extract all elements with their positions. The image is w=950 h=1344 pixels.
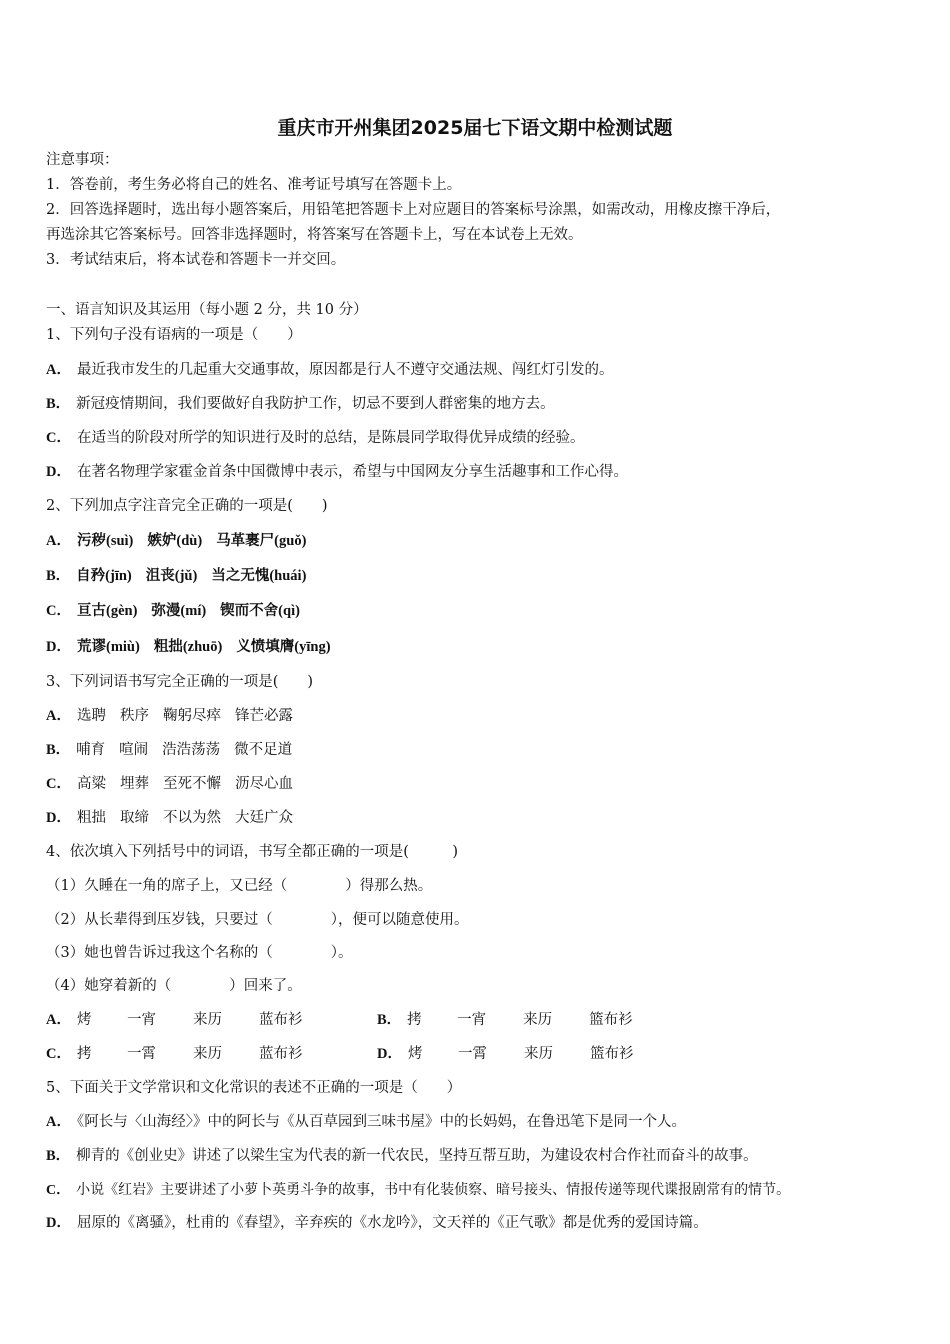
option-word: 浩浩荡荡 (162, 742, 221, 758)
option-text: 在适当的阶段对所学的知识进行及时的总结，是陈晨同学取得优异成绩的经验。 (76, 430, 585, 446)
option-word: 弥漫(mí) (151, 603, 207, 619)
option-row (46, 1044, 302, 1064)
option-text: 屈原的《离骚》，杜甫的《春望》，辛弃疾的《水龙吟》，文天祥的《正气歌》都是优秀的爱国诗篇。 (76, 1215, 708, 1231)
question-stem: 1、下列句子没有语病的一项是（ ） (46, 327, 302, 343)
option-word: 不以为然 (162, 810, 221, 826)
option-word: 来历 (523, 1012, 553, 1028)
fill-item: （2）从长辈得到压岁钱，只要过（ ），便可以随意使用。 (46, 912, 469, 928)
option-word: 一宵 (126, 1012, 156, 1028)
option-word: 亘古(gèn) (76, 603, 138, 619)
option-label: D． (46, 810, 71, 826)
option-label: B． (377, 1012, 402, 1028)
option-word: 蓝布衫 (258, 1012, 303, 1028)
option-word: 拷 (407, 1012, 422, 1028)
option-text: 小说《红岩》主要讲述了小萝卜英勇斗争的故事，书中有化装侦察、暗号接头、情报传递等现代谍报剧常有的情节。 (76, 1182, 791, 1198)
page-title: 重庆市开州集团2025届七下语文期中检测试题 (277, 117, 673, 139)
option-label: C． (46, 430, 71, 446)
option-word: 来历 (192, 1046, 222, 1062)
option-row (46, 774, 307, 794)
option-text: 《阿长与〈山海经〉》中的阿长与《从百草园到三味书屋》中的长妈妈，在鲁迅笔下是同一个人。 (76, 1114, 686, 1130)
option-word: 篮布衫 (589, 1012, 633, 1028)
option-row (377, 1044, 633, 1064)
option-word: 沮丧(jǔ) (145, 568, 198, 584)
question-stem: 4、依次填入下列括号中的词语，书写全都正确的一项是( ) (46, 844, 459, 860)
option-row (46, 1112, 686, 1132)
option-word: 拷 (76, 1046, 92, 1062)
option-label: A． (46, 362, 71, 378)
fill-item: （4）她穿着新的（ ）回来了。 (46, 978, 302, 994)
question-stem: 2、下列加点字注音完全正确的一项是( ) (46, 498, 328, 514)
option-word: 一霄 (126, 1046, 156, 1062)
option-word: 锲而不舍(qì) (220, 603, 300, 619)
option-text: 最近我市发生的几起重大交通事故，原因都是行人不遵守交通法规、闯红灯引发的。 (76, 362, 614, 378)
option-label: D． (377, 1046, 402, 1062)
notice-heading: 注意事项： (46, 152, 119, 168)
option-label: B． (46, 1148, 71, 1164)
option-word: 鞠躬尽瘁 (162, 708, 221, 724)
option-row (46, 706, 307, 726)
fill-item: （1）久睡在一角的席子上，又已经（ ）得那么热。 (46, 878, 433, 894)
option-row (46, 1146, 758, 1166)
option-text: 新冠疫情期间，我们要做好自我防护工作，切忌不要到人群密集的地方去。 (76, 396, 555, 412)
option-word: 嫉妒(dù) (147, 533, 203, 549)
fill-item: （3）她也曾告诉过我这个名称的（ ）。 (46, 945, 353, 961)
option-row (46, 566, 320, 586)
option-label: C． (46, 603, 71, 619)
option-word: 马革裹尸(guǒ) (216, 533, 307, 549)
option-word: 荒谬(miù) (76, 639, 140, 655)
option-row (46, 462, 628, 482)
question-stem: 5、下面关于文学常识和文化常识的表述不正确的一项是（ ） (46, 1080, 462, 1096)
option-label: C． (46, 776, 71, 792)
option-word: 当之无愧(huái) (211, 568, 307, 584)
option-label: A． (46, 533, 71, 549)
option-word: 秩序 (119, 708, 149, 724)
option-label: B． (46, 742, 71, 758)
option-word: 粗拙(zhuō) (153, 639, 223, 655)
option-word: 蓝布衫 (258, 1046, 303, 1062)
option-word: 取缔 (119, 810, 149, 826)
option-row (46, 1180, 790, 1201)
option-row (46, 637, 345, 657)
option-label: B． (46, 568, 71, 584)
option-word: 哺育 (76, 742, 106, 758)
option-word: 自矜(jīn) (76, 568, 132, 584)
option-row (46, 1010, 302, 1030)
option-word: 粗拙 (76, 810, 106, 826)
option-label: D． (46, 1215, 71, 1231)
question-stem: 3、下列词语书写完全正确的一项是( ) (46, 674, 314, 690)
notice-item: 3．考试结束后，将本试卷和答题卡一并交回。 (46, 252, 346, 268)
option-word: 喧闹 (119, 742, 149, 758)
option-word: 烤 (76, 1012, 92, 1028)
option-word: 来历 (192, 1012, 222, 1028)
option-row (46, 428, 584, 448)
option-text: 柳青的《创业史》讲述了以梁生宝为代表的新一代农民，坚持互帮互助，为建设农村合作社而奋斗的故事。 (76, 1148, 758, 1164)
option-label: B． (46, 396, 71, 412)
option-label: A． (46, 1012, 71, 1028)
option-word: 义愤填膺(yīng) (236, 639, 331, 655)
notice-item: 再选涂其它答案标号。回答非选择题时，将答案写在答题卡上，写在本试卷上无效。 (46, 227, 583, 243)
option-word: 污秽(suì) (76, 533, 134, 549)
option-row (46, 531, 320, 551)
option-word: 烤 (407, 1046, 423, 1062)
option-row (377, 1010, 633, 1030)
option-row (46, 601, 314, 621)
option-text: 在著名物理学家霍金首条中国微博中表示，希望与中国网友分享生活趣事和工作心得。 (76, 464, 628, 480)
notice-item: 2．回答选择题时，选出每小题答案后，用铅笔把答题卡上对应题目的答案标号涂黑，如需改动，用橡皮擦干净后， (46, 202, 781, 218)
option-word: 沥尽心血 (234, 776, 293, 792)
option-word: 微不足道 (234, 742, 293, 758)
option-word: 一霄 (457, 1046, 487, 1062)
option-word: 大廷广众 (234, 810, 293, 826)
option-word: 高粱 (76, 776, 106, 792)
option-row (46, 1213, 708, 1233)
option-word: 选聘 (76, 708, 106, 724)
option-label: C． (46, 1183, 71, 1198)
option-word: 来历 (523, 1046, 553, 1062)
option-row (46, 394, 555, 414)
option-word: 埋葬 (119, 776, 149, 792)
section-heading: 一、语言知识及其运用（每小题 2 分，共 10 分） (46, 302, 368, 318)
option-row (46, 808, 307, 828)
option-word: 锋芒必露 (234, 708, 293, 724)
option-label: C． (46, 1046, 71, 1062)
option-row (46, 360, 613, 380)
notice-item: 1．答卷前，考生务必将自己的姓名、准考证号填写在答题卡上。 (46, 177, 462, 193)
option-label: D． (46, 464, 71, 480)
option-label: A． (46, 1114, 71, 1130)
option-word: 一宵 (457, 1012, 487, 1028)
option-word: 至死不懈 (162, 776, 221, 792)
option-word: 篮布衫 (589, 1046, 634, 1062)
option-label: D． (46, 639, 71, 655)
option-label: A． (46, 708, 71, 724)
option-row (46, 740, 306, 760)
